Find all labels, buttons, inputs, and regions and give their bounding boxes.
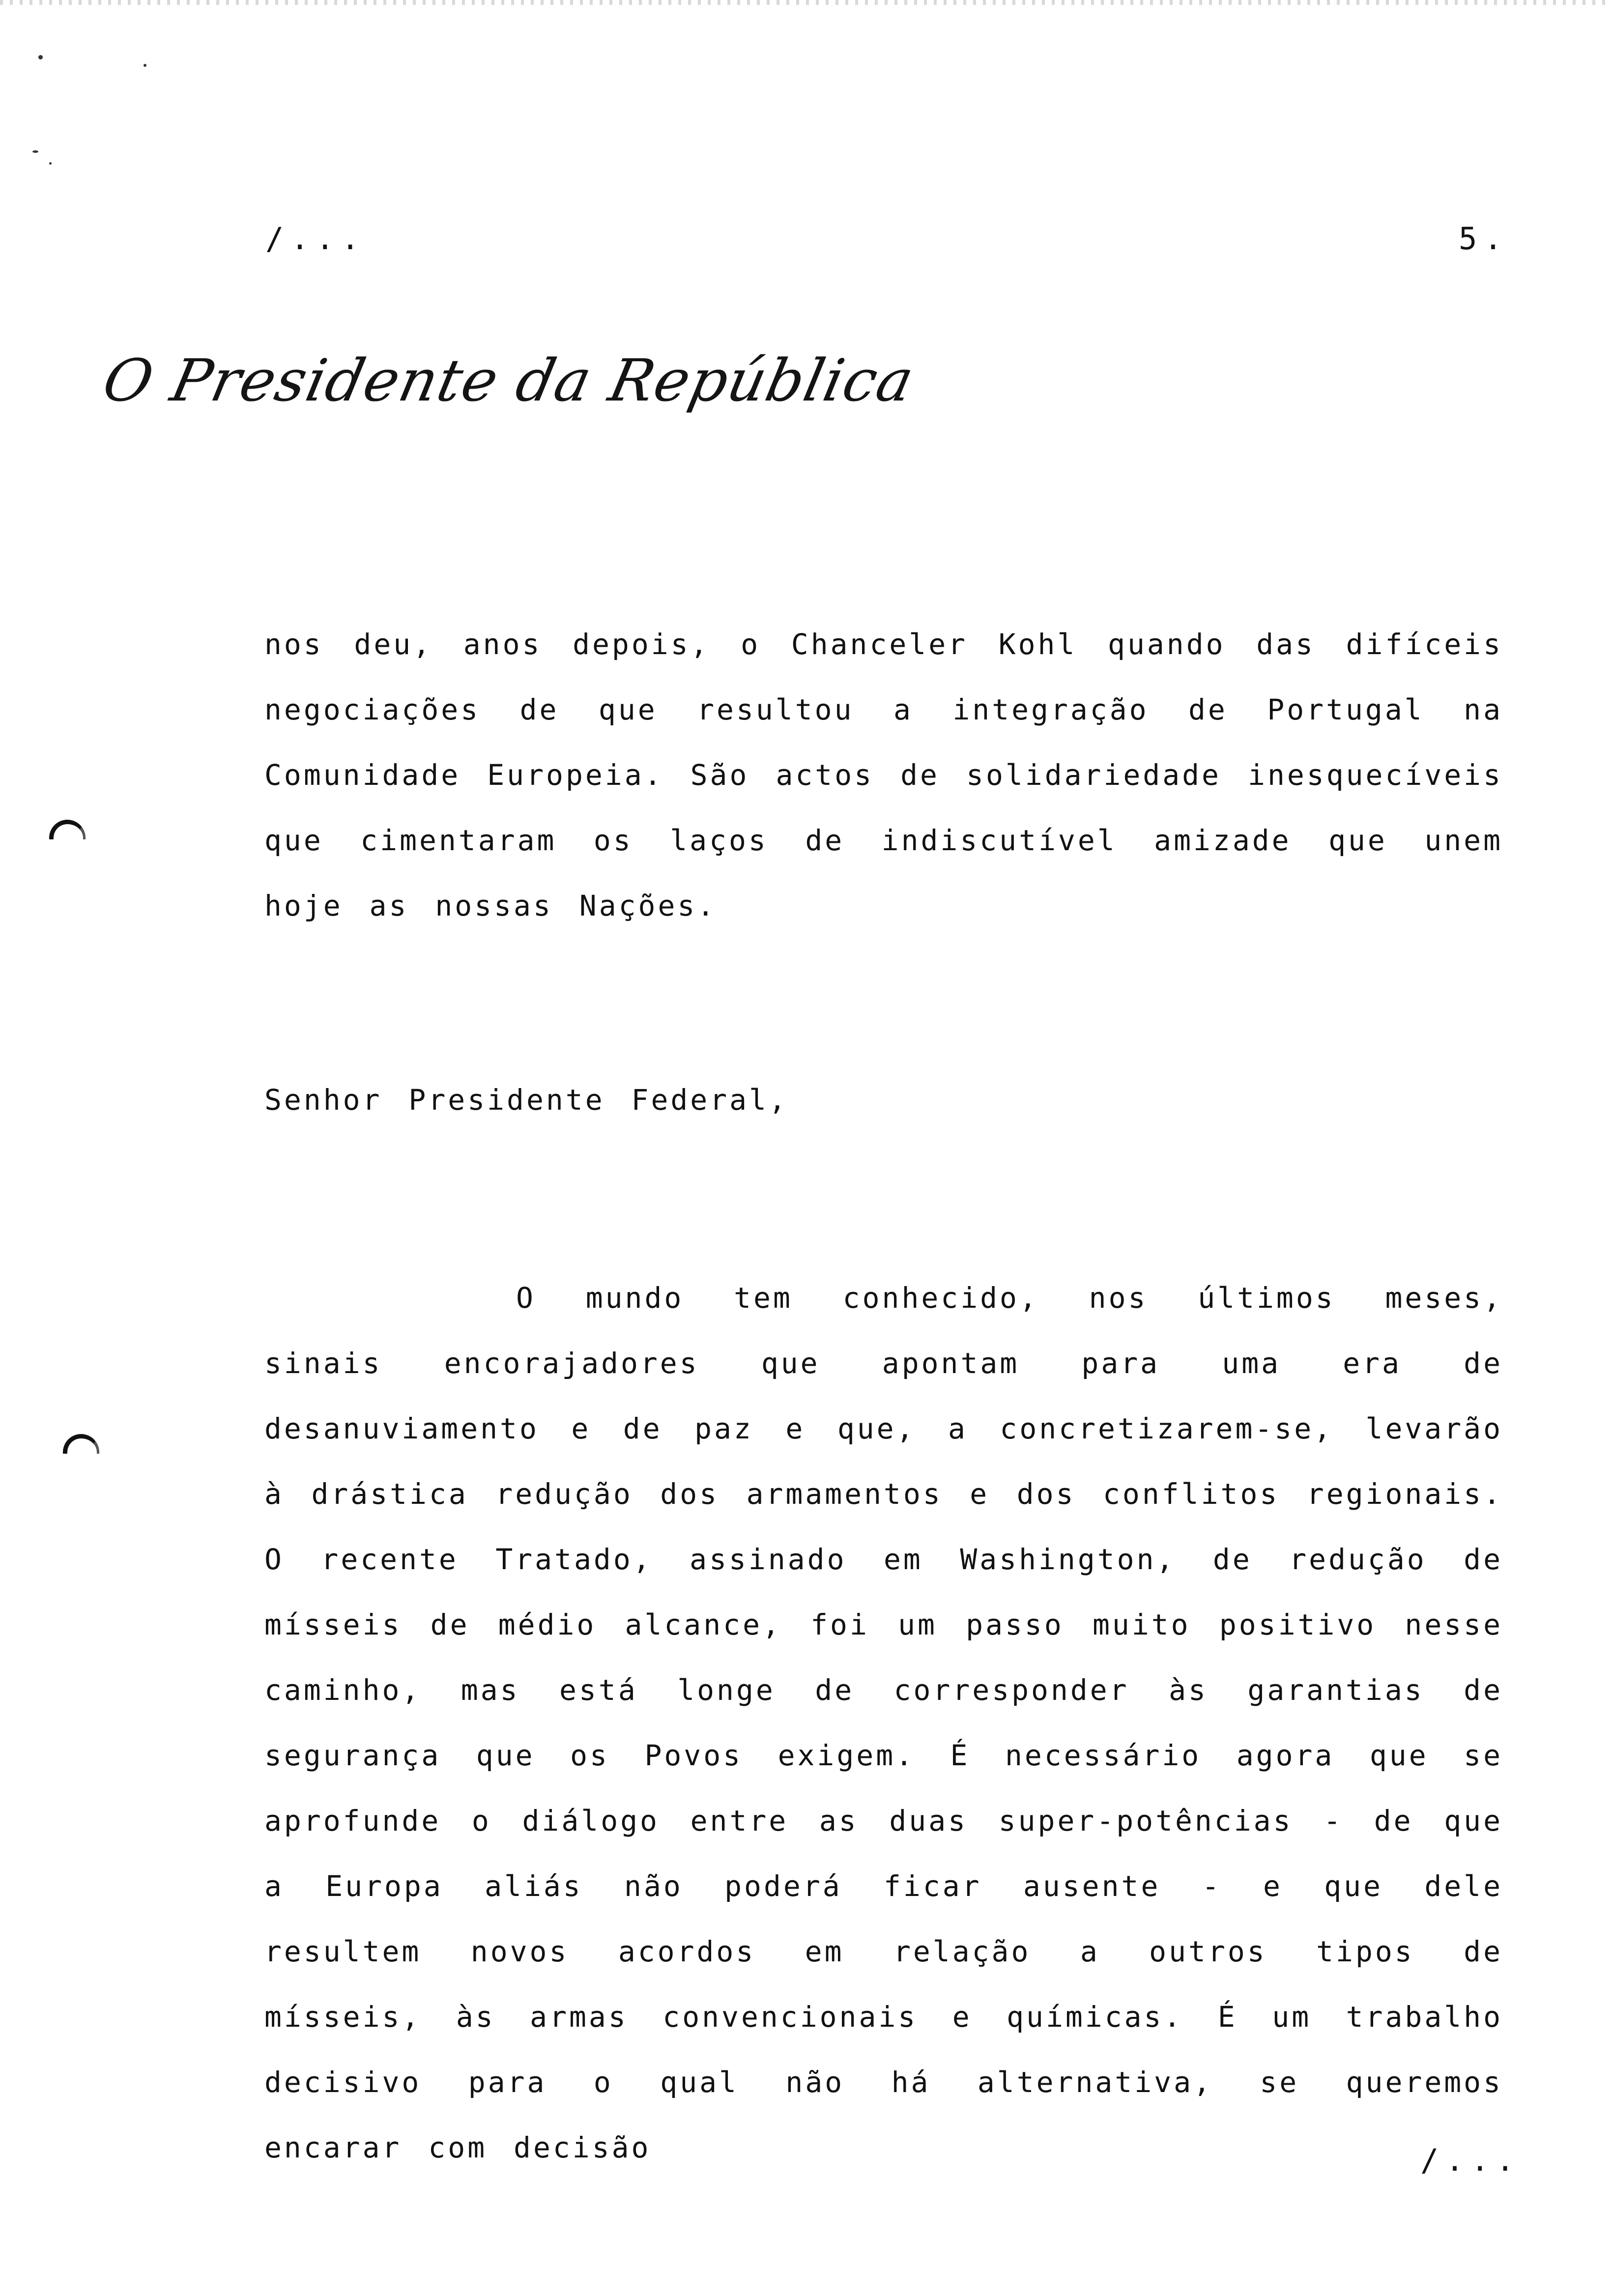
footer-continuation-marker: /... [1420, 2142, 1522, 2178]
letterhead-title: O Presidente da República [97, 346, 921, 414]
scan-speck [38, 55, 43, 59]
punch-hole-mark [63, 1434, 99, 1454]
salutation: Senhor Presidente Federal, [264, 1083, 788, 1117]
punch-hole-mark [49, 820, 86, 839]
scan-speck [49, 162, 52, 165]
scan-top-edge [0, 0, 1612, 5]
scan-speck [32, 150, 38, 153]
header-continuation-marker: /... [265, 221, 367, 257]
page-number: 5. [1459, 221, 1509, 257]
body-paragraph-continuation: nos deu, anos depois, o Chanceler Kohl quando das difíceis negociações de que resultou a integração de Portugal na Comunidade Europeia. São actos de solidariedade inesquecíveis que cimentaram os laços de indiscutível amizade que unem hoje as nossas Nações. [264, 628, 1503, 922]
body-paragraph-main: O mundo tem conhecido, nos últimos meses, sinais encorajadores que apontam para uma era de desanuviamento e de paz e que, a concretizarem-se, levarão à drástica redução dos armamentos e dos conflitos regionais. O recente Tratado, assinado em Washington, de redução de mísseis de médio alcance, foi um passo muito positivo nesse caminho, mas está longe de corresponder às garantias de segurança que os Povos exigem. É necessário agora que se aprofunde o diálogo entre as duas super-potências - de que a Europa aliás não poderá ficar ausente - e que dele resultem novos acordos em relação a outros tipos de mísseis, às armas convencionais e químicas. É um trabalho decisivo para o qual não há alternativa, se queremos encarar com decisão [264, 1281, 1503, 2164]
scan-speck [144, 64, 146, 67]
